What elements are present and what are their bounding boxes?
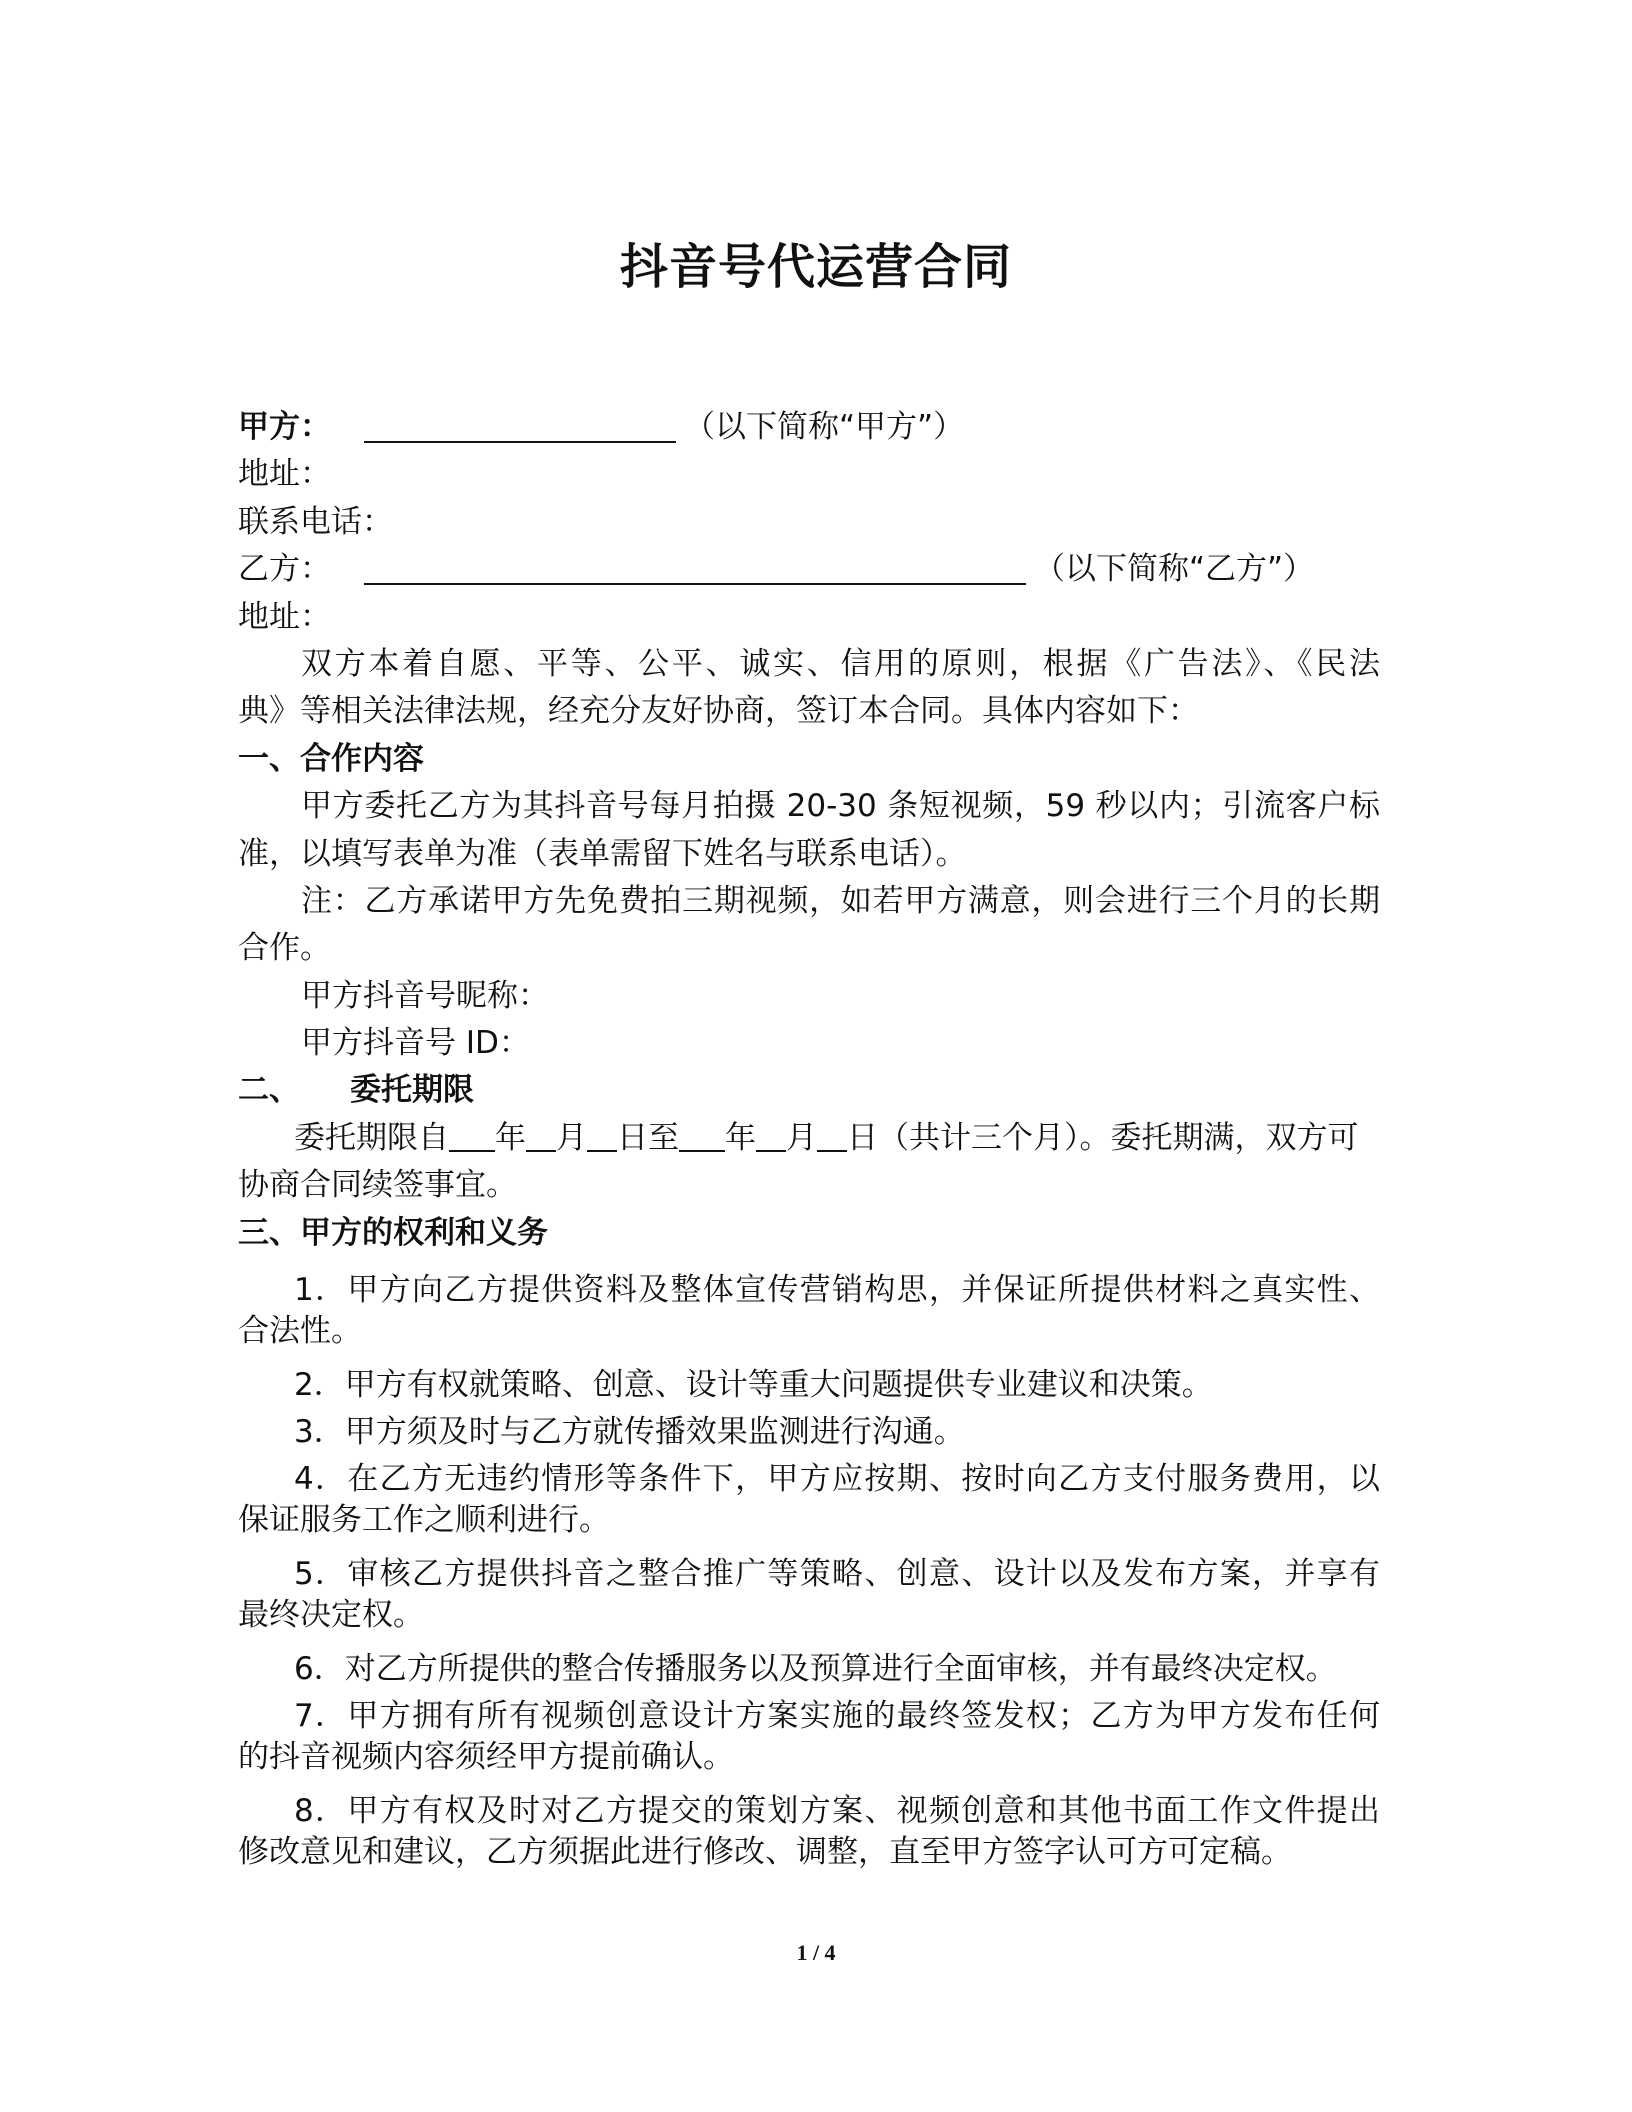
list-item	[238, 1791, 1380, 1873]
list-item	[238, 1459, 1380, 1541]
section3-items	[238, 1270, 1380, 1873]
list-item	[238, 1554, 1380, 1636]
phone-label: 联系电话：	[238, 503, 393, 540]
item-text: 6．对乙方所提供的整合传播服务以及预算进行全面审核，并有最终决定权。	[294, 1651, 1337, 1688]
party-b-suffix: （以下简称“乙方”）	[1034, 551, 1315, 588]
section1-note: 合作。	[238, 930, 331, 967]
item-text: 8．甲方有权及时对乙方提交的策划方案、视频创意和其他书面工作文件提出	[294, 1793, 1380, 1830]
party-a-suffix: （以下简称“甲方”）	[684, 409, 965, 445]
intro-line: 双方本着自愿、平等、公平、诚实、信用的原则，根据《广告法》、《民法	[301, 645, 1380, 682]
party-a-blank[interactable]	[364, 407, 676, 443]
end-day-blank[interactable]	[817, 1120, 847, 1152]
item-text: 3．甲方须及时与乙方就传播效果监测进行沟通。	[294, 1414, 965, 1451]
section2-heading	[238, 1067, 1380, 1114]
section1-text: 甲方委托乙方为其抖音号每月拍摄 20-30 条短视频，59 秒以内；引流客户标	[301, 788, 1380, 825]
item-text: 7．甲方拥有所有视频创意设计方案实施的最终签发权；乙方为甲方发布任何	[294, 1698, 1380, 1735]
party-b-label: 乙方：	[238, 551, 331, 588]
item-text: 的抖音视频内容须经甲方提前确认。	[238, 1739, 734, 1776]
term-text: 月	[786, 1119, 817, 1156]
item-text: 最终决定权。	[238, 1597, 424, 1634]
item-text: 1．甲方向乙方提供资料及整体宣传营销构思，并保证所提供材料之真实性、	[294, 1272, 1380, 1309]
party-a-line	[238, 404, 1380, 451]
section3-heading: 三、甲方的权利和义务	[238, 1214, 548, 1251]
list-item	[238, 1365, 1380, 1406]
item-text: 4．在乙方无违约情形等条件下，甲方应按期、按时向乙方支付服务费用，以	[294, 1461, 1380, 1498]
douyin-nickname-label: 甲方抖音号昵称：	[301, 977, 549, 1014]
start-month-blank[interactable]	[526, 1120, 556, 1152]
item-text: 2．甲方有权就策略、创意、设计等重大问题提供专业建议和决策。	[294, 1367, 1213, 1404]
start-year-blank[interactable]	[449, 1120, 495, 1152]
party-b-line	[238, 546, 1380, 593]
item-text: 合法性。	[238, 1313, 362, 1350]
term-text: 月	[556, 1119, 587, 1156]
item-text: 5．审核乙方提供抖音之整合推广等策略、创意、设计以及发布方案，并享有	[294, 1556, 1380, 1593]
section2-title: 委托期限	[350, 1072, 474, 1109]
document-title: 抖音号代运营合同	[619, 239, 1012, 295]
item-text: 修改意见和建议，乙方须据此进行修改、调整，直至甲方签字认可方可定稿。	[238, 1834, 1292, 1871]
section2-number: 二、	[238, 1072, 300, 1109]
address-a: 地址：	[238, 456, 331, 493]
section1-text: 准，以填写表单为准（表单需留下姓名与联系电话）。	[238, 835, 967, 872]
term-text: 日至	[617, 1119, 679, 1156]
contract-body	[238, 404, 1380, 1873]
term-text: 委托期限自	[294, 1119, 449, 1156]
term-text: 日（共计三个月）。委托期满，双方可	[847, 1119, 1359, 1156]
term-text: 年	[495, 1119, 526, 1156]
address-b: 地址：	[238, 598, 331, 635]
term-line: 协商合同续签事宜。	[238, 1167, 517, 1204]
item-text: 保证服务工作之顺利进行。	[238, 1502, 610, 1539]
term-line	[238, 1115, 1380, 1162]
party-b-blank[interactable]	[364, 549, 1026, 585]
section1-note: 注：乙方承诺甲方先免费拍三期视频，如若甲方满意，则会进行三个月的长期	[301, 882, 1380, 919]
term-text: 年	[725, 1119, 756, 1156]
list-item	[238, 1270, 1380, 1352]
party-a-label: 甲方：	[238, 409, 331, 445]
douyin-id-label: 甲方抖音号 ID：	[301, 1025, 530, 1062]
list-item	[238, 1696, 1380, 1778]
intro-line: 典》等相关法律法规，经充分友好协商，签订本合同。具体内容如下：	[238, 693, 1199, 730]
start-day-blank[interactable]	[587, 1120, 617, 1152]
list-item	[238, 1412, 1380, 1453]
section1-heading: 一、合作内容	[238, 740, 424, 777]
list-item	[238, 1649, 1380, 1690]
page-number: 1 / 4	[796, 1940, 836, 1965]
end-month-blank[interactable]	[756, 1120, 786, 1152]
end-year-blank[interactable]	[679, 1120, 725, 1152]
